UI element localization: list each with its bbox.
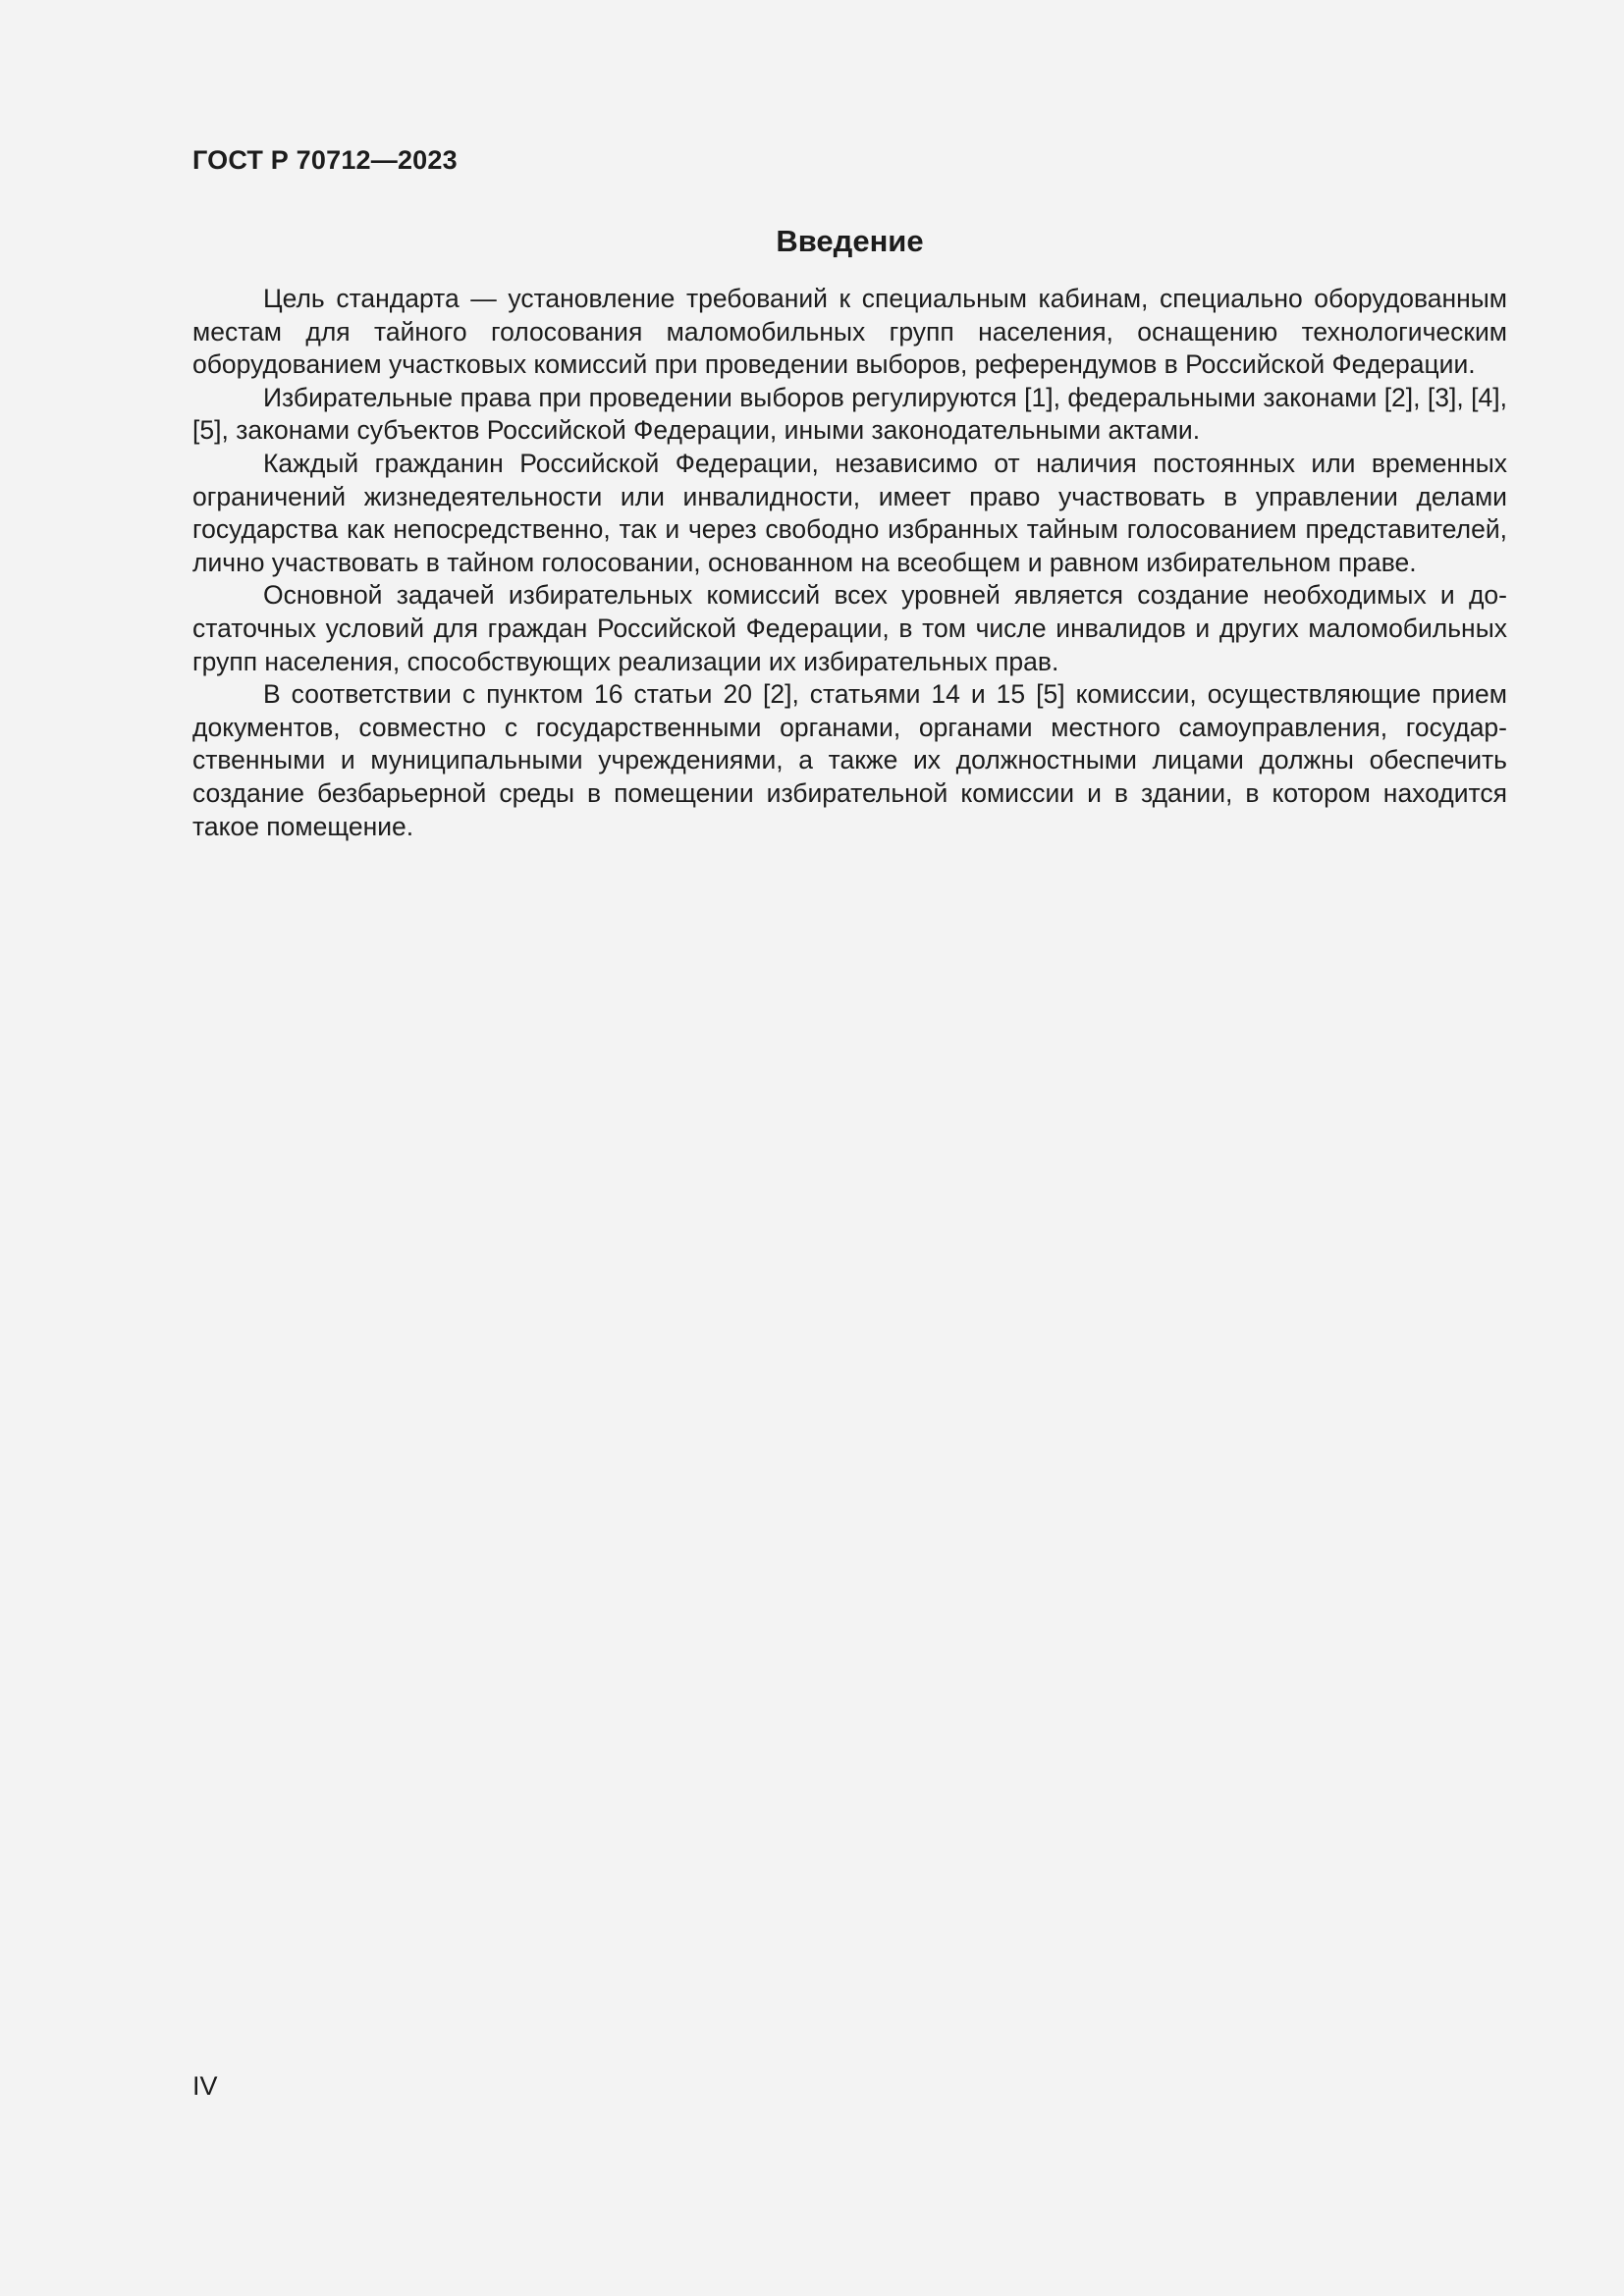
document-code: ГОСТ Р 70712—2023 xyxy=(192,145,458,175)
body-text xyxy=(192,283,1507,843)
paragraph: В соответствии с пунктом 16 статьи 20 [2], статьями 14 и 15 [5] комиссии, осуществляющие прием документов, совместно с государственными органами, органами местного самоуправления, государственными и муниципальными учреждениями, а также их должностными лицами должны обеспечить создание безбарьерной среды в помещении избирательной комиссии и в здании, в котором находится такое помещение. xyxy=(192,679,1507,841)
paragraph: Каждый гражданин Российской Федерации, независимо от наличия постоянных или временных ограничений жизнедеятельности или инвалидности, имеет право участвовать в управлении делами государства как непосредственно, так и через свободно избранных тайным голосованием представителей, лично участвовать в тайном голосовании, основанном на всеобщем и равном избирательном праве. xyxy=(192,448,1507,577)
paragraph: Основной задачей избирательных комиссий всех уровней является создание необходимых и достаточных условий для граждан Российской Федерации, в том числе инвалидов и других маломобильных групп населения, способствующих реализации их избирательных прав. xyxy=(192,580,1507,676)
paragraph: Избирательные права при проведении выборов регулируются [1], федеральными законами [2], [3], [4], [5], законами субъектов Российской Федерации, иными законодательными актами. xyxy=(192,382,1507,446)
page-number: IV xyxy=(192,2071,218,2101)
paragraph: Цель стандарта — установление требований к специальным кабинам, специально оборудованным местам для тайного голосования маломобильных групп населения, оснащению технологическим оборудованием участковых комиссий при проведении выборов, референдумов в Российской Федерации. xyxy=(192,284,1507,380)
section-title: Введение xyxy=(776,224,924,258)
